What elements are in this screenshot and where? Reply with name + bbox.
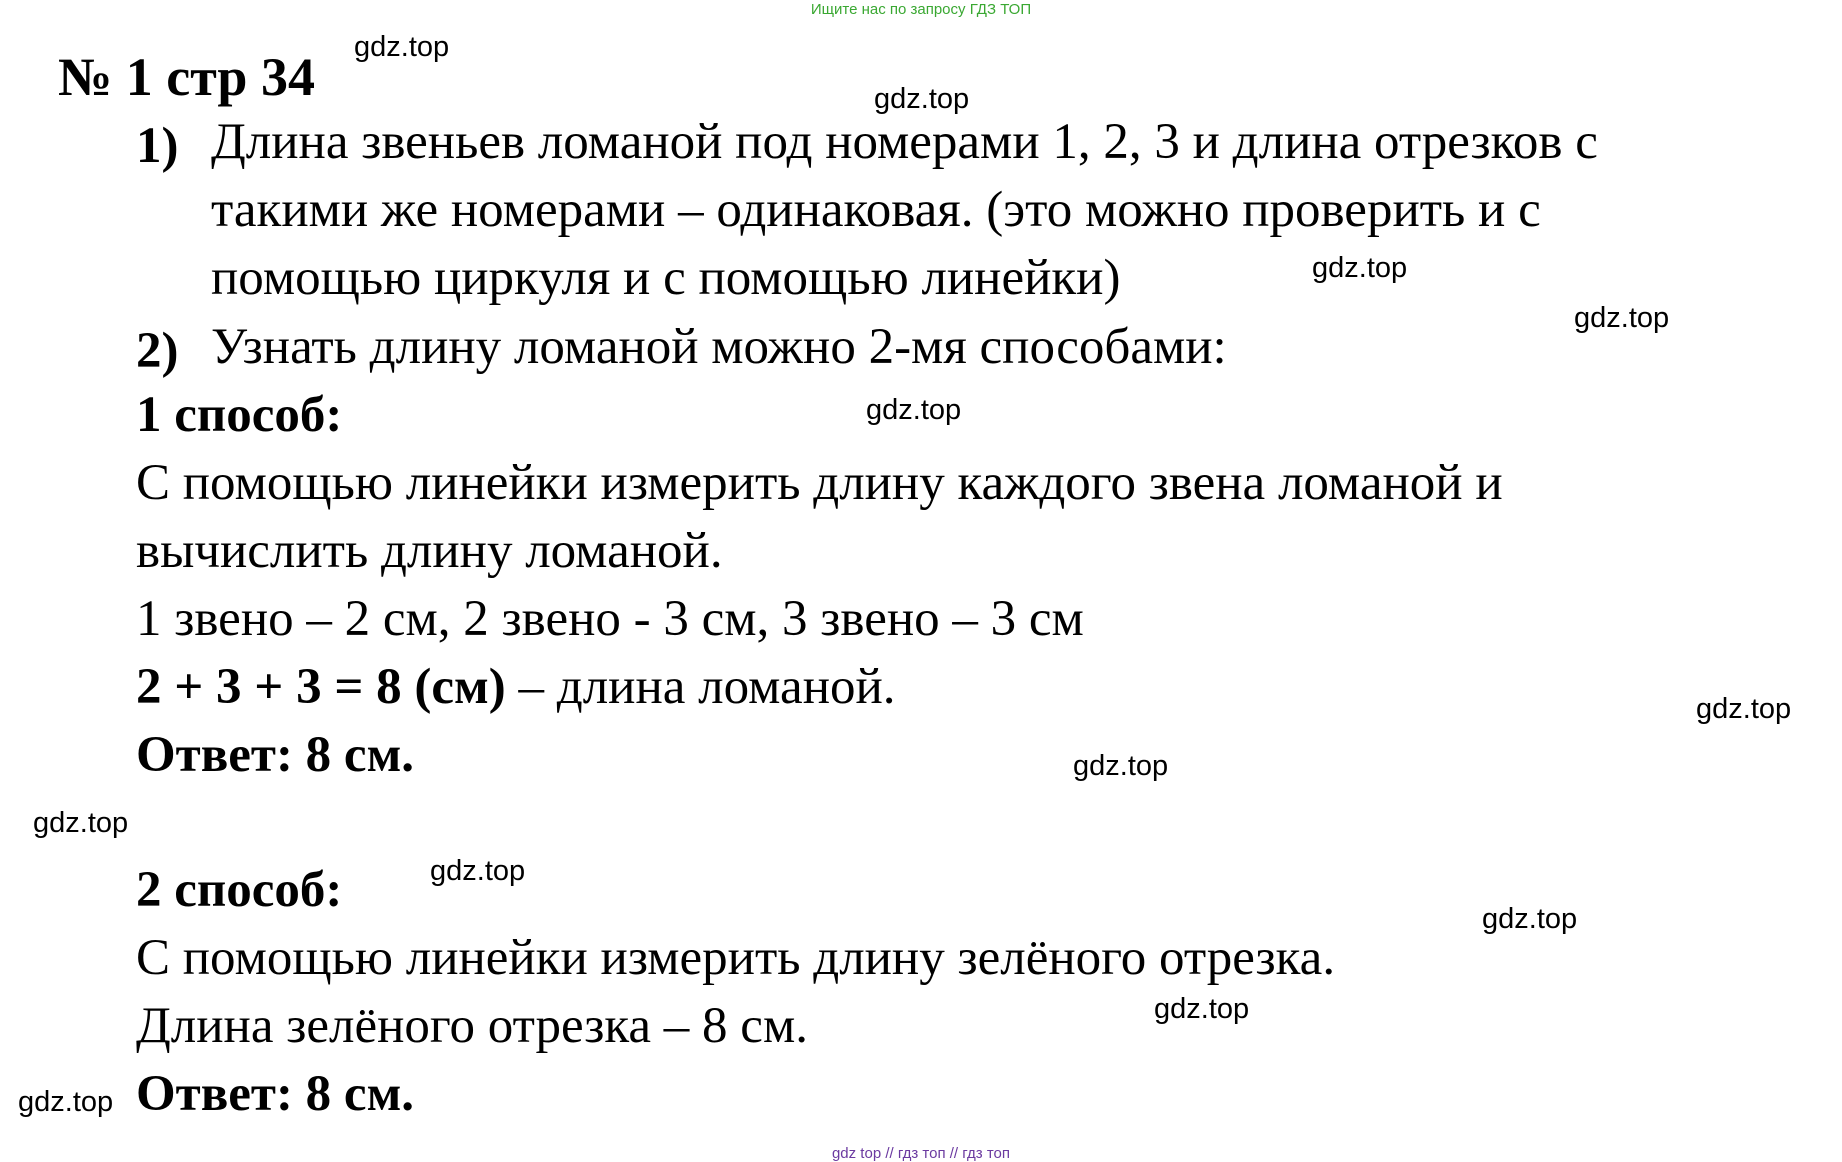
item-1-line-3: помощью циркуля и с помощью линейки) xyxy=(211,250,1121,306)
watermark: gdz.top xyxy=(430,855,526,887)
method-2-line-2: Длина зелёного отрезка – 8 см. xyxy=(136,998,808,1054)
method-1-equation: 2 + 3 + 3 = 8 (см) xyxy=(136,659,506,715)
watermark: gdz.top xyxy=(1073,750,1169,782)
method-2-answer: Ответ: 8 см. xyxy=(136,1066,415,1122)
watermark: gdz.top xyxy=(1482,903,1578,935)
method-1-line-3: 1 звено – 2 см, 2 звено - 3 см, 3 звено – 3 см xyxy=(136,591,1084,647)
watermark: gdz.top xyxy=(33,807,129,839)
watermark: gdz.top xyxy=(18,1086,114,1118)
item-2-text: Узнать длину ломаной можно 2-мя способами: xyxy=(211,319,1227,375)
method-1-equation-line xyxy=(136,659,896,715)
watermark: gdz.top xyxy=(1312,252,1408,284)
page-title: № 1 стр 34 xyxy=(58,47,315,107)
method-1-line-2: вычислить длину ломаной. xyxy=(136,523,723,579)
watermark: gdz.top xyxy=(874,83,970,115)
watermark: gdz.top xyxy=(1696,693,1792,725)
watermark: gdz.top xyxy=(354,31,450,63)
top-banner: Ищите нас по запросу ГДЗ ТОП xyxy=(810,1,1032,18)
method-1-answer: Ответ: 8 см. xyxy=(136,727,415,783)
watermark: gdz.top xyxy=(1154,993,1250,1025)
item-1-line-1: Длина звеньев ломаной под номерами 1, 2, 3 и длина отрезков с xyxy=(211,114,1598,170)
item-2-number: 2) xyxy=(136,323,179,379)
method-1-equation-tail: – длина ломаной. xyxy=(505,659,896,715)
method-2-line-1: С помощью линейки измерить длину зелёного отрезка. xyxy=(136,930,1336,986)
method-2-heading: 2 способ: xyxy=(136,862,343,918)
watermark: gdz.top xyxy=(1574,302,1670,334)
item-1-line-2: такими же номерами – одинаковая. (это можно проверить и с xyxy=(211,182,1541,238)
footer-credit: gdz top // гдз топ // гдз топ xyxy=(831,1145,1011,1162)
method-1-line-1: С помощью линейки измерить длину каждого звена ломаной и xyxy=(136,455,1503,511)
method-1-heading: 1 способ: xyxy=(136,387,343,443)
watermark: gdz.top xyxy=(866,394,962,426)
item-1-number: 1) xyxy=(136,118,179,174)
